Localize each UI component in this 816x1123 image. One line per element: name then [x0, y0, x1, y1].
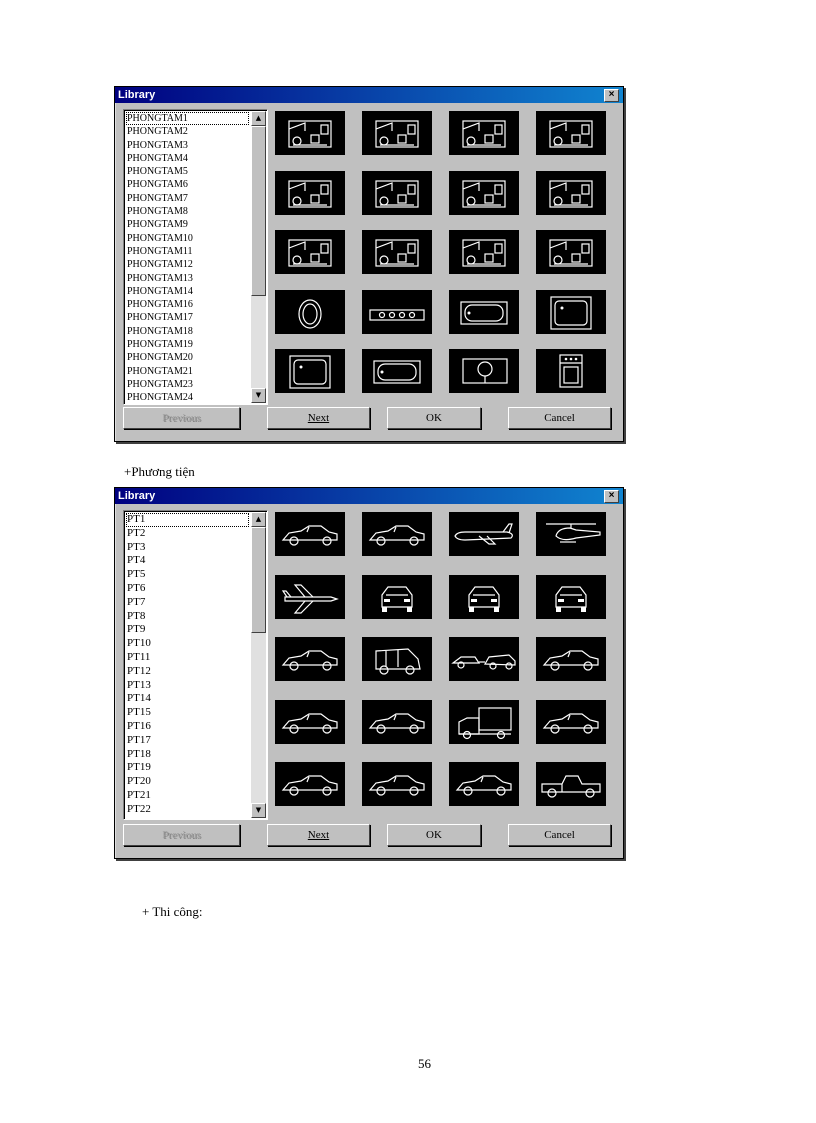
preview-tile[interactable]: [536, 700, 606, 744]
list-item[interactable]: PHONGTAM17: [127, 312, 193, 324]
preview-tile[interactable]: [275, 700, 345, 744]
list-item[interactable]: PHONGTAM3: [127, 139, 188, 151]
next-button-label: Next: [307, 829, 330, 841]
bathroom-layout-icon: [536, 171, 606, 215]
list-item[interactable]: PT5: [127, 568, 146, 581]
round-sink-counter-icon: [449, 349, 519, 393]
preview-tile[interactable]: [536, 762, 606, 806]
preview-tile[interactable]: [536, 171, 606, 215]
list-item[interactable]: PT19: [127, 761, 151, 774]
preview-tile[interactable]: [275, 349, 345, 393]
preview-tile[interactable]: [275, 111, 345, 155]
preview-tile[interactable]: [362, 575, 432, 619]
car-side-icon: [362, 762, 432, 806]
preview-tile[interactable]: [275, 762, 345, 806]
preview-tile[interactable]: [362, 111, 432, 155]
list-item[interactable]: PT6: [127, 581, 146, 594]
close-icon[interactable]: ×: [604, 89, 619, 102]
list-item[interactable]: PT22: [127, 802, 151, 815]
preview-tile[interactable]: [362, 512, 432, 556]
list-item[interactable]: PHONGTAM21: [127, 365, 193, 377]
list-item[interactable]: PHONGTAM2: [127, 126, 188, 138]
list-item[interactable]: PHONGTAM14: [127, 285, 193, 297]
list-item[interactable]: PHONGTAM8: [127, 206, 188, 218]
list-item[interactable]: PT7: [127, 595, 146, 608]
preview-tile[interactable]: [275, 290, 345, 334]
ok-button[interactable]: OK: [387, 407, 481, 429]
bathroom-layout-icon: [536, 111, 606, 155]
list-item[interactable]: PT13: [127, 678, 151, 691]
helicopter-icon: [536, 512, 606, 556]
car-side-icon: [362, 700, 432, 744]
list-item[interactable]: PHONGTAM24: [127, 392, 193, 404]
toilet-icon: [275, 290, 345, 334]
car-side-icon: [362, 512, 432, 556]
bathroom-layout-icon: [362, 230, 432, 274]
list-item[interactable]: PT16: [127, 719, 151, 732]
ok-button[interactable]: OK: [387, 824, 481, 846]
list-item[interactable]: PT9: [127, 623, 146, 636]
car-side-icon: [275, 637, 345, 681]
car-side-icon: [536, 700, 606, 744]
list-item[interactable]: PT18: [127, 747, 151, 760]
preview-tile[interactable]: [449, 171, 519, 215]
car-side-icon: [275, 512, 345, 556]
bathroom-layout-icon: [449, 230, 519, 274]
airplane-top-icon: [275, 575, 345, 619]
bathroom-layout-icon: [275, 230, 345, 274]
shower-tray-icon: [275, 349, 345, 393]
list-item[interactable]: PHONGTAM6: [127, 179, 188, 191]
list-item[interactable]: PHONGTAM12: [127, 259, 193, 271]
scroll-down-arrow-icon[interactable]: ▼: [251, 388, 266, 403]
vertical-scrollbar[interactable]: [251, 512, 266, 818]
airplane-icon: [449, 512, 519, 556]
list-item[interactable]: PT21: [127, 788, 151, 801]
cancel-button[interactable]: Cancel: [508, 824, 611, 846]
close-icon[interactable]: ×: [604, 490, 619, 503]
previous-button[interactable]: Previous: [123, 824, 240, 846]
scroll-thumb[interactable]: [251, 527, 266, 633]
bathroom-layout-icon: [449, 111, 519, 155]
list-item[interactable]: PHONGTAM13: [127, 272, 193, 284]
preview-tile[interactable]: [536, 290, 606, 334]
list-item[interactable]: PHONGTAM23: [127, 378, 193, 390]
bathroom-layout-icon: [275, 171, 345, 215]
page-number: 56: [418, 1056, 431, 1071]
car-front-icon: [362, 575, 432, 619]
library-dialog-vehicles: [114, 487, 624, 859]
list-item[interactable]: PT10: [127, 637, 151, 650]
preview-tile[interactable]: [449, 512, 519, 556]
car-side-icon: [275, 762, 345, 806]
car-side-icon: [536, 637, 606, 681]
car-side-icon: [449, 762, 519, 806]
preview-tile[interactable]: [275, 637, 345, 681]
list-item[interactable]: PT2: [127, 526, 146, 539]
preview-tile[interactable]: [362, 762, 432, 806]
preview-tile[interactable]: [449, 349, 519, 393]
preview-tile[interactable]: [449, 575, 519, 619]
preview-tile[interactable]: [449, 290, 519, 334]
preview-tile[interactable]: [275, 171, 345, 215]
list-item[interactable]: PT17: [127, 733, 151, 746]
vertical-scrollbar[interactable]: [251, 111, 266, 403]
list-item[interactable]: PHONGTAM10: [127, 232, 193, 244]
list-item[interactable]: PT12: [127, 664, 151, 677]
preview-tile[interactable]: [449, 111, 519, 155]
previous-button[interactable]: Previous: [123, 407, 240, 429]
next-button[interactable]: [267, 824, 370, 846]
bathroom-layout-icon: [275, 111, 345, 155]
car-front-icon: [449, 575, 519, 619]
stove-icon: [536, 349, 606, 393]
preview-tile[interactable]: [275, 230, 345, 274]
van-icon: [362, 637, 432, 681]
bathroom-layout-icon: [362, 171, 432, 215]
bathroom-layout-icon: [449, 171, 519, 215]
scroll-up-arrow-icon[interactable]: ▲: [251, 111, 266, 126]
preview-tile[interactable]: [536, 575, 606, 619]
preview-tile[interactable]: [536, 512, 606, 556]
preview-tile[interactable]: [449, 700, 519, 744]
shower-tray-icon: [536, 290, 606, 334]
title-bar[interactable]: [115, 87, 623, 103]
preview-tile[interactable]: [449, 762, 519, 806]
preview-tile[interactable]: [362, 230, 432, 274]
list-item[interactable]: PHONGTAM7: [127, 192, 188, 204]
block-list[interactable]: [123, 109, 268, 405]
list-item[interactable]: PHONGTAM5: [127, 166, 188, 178]
list-item[interactable]: PHONGTAM9: [127, 219, 188, 231]
list-item[interactable]: PT11: [127, 650, 151, 663]
scroll-down-arrow-icon[interactable]: ▼: [251, 803, 266, 818]
preview-tile[interactable]: [449, 230, 519, 274]
list-item[interactable]: PHONGTAM20: [127, 352, 193, 364]
car-trailer-icon: [449, 637, 519, 681]
preview-tile[interactable]: [536, 349, 606, 393]
preview-tile[interactable]: [536, 637, 606, 681]
list-item[interactable]: PT15: [127, 706, 151, 719]
preview-tile[interactable]: [536, 230, 606, 274]
block-list[interactable]: [123, 510, 268, 820]
preview-tile[interactable]: [362, 349, 432, 393]
preview-tile[interactable]: [449, 637, 519, 681]
dialog-title: Library: [118, 490, 156, 502]
next-button[interactable]: [267, 407, 370, 429]
car-side-icon: [275, 700, 345, 744]
bathtub-icon: [449, 290, 519, 334]
list-item[interactable]: PHONGTAM19: [127, 339, 193, 351]
list-item[interactable]: PHONGTAM4: [127, 152, 188, 164]
preview-tile[interactable]: [536, 111, 606, 155]
list-item[interactable]: PT14: [127, 692, 151, 705]
section-caption: + Thi công:: [142, 904, 203, 919]
truck-icon: [449, 700, 519, 744]
list-item[interactable]: PT20: [127, 775, 151, 788]
preview-tile[interactable]: [275, 575, 345, 619]
list-item[interactable]: PT1: [126, 513, 249, 527]
car-front-icon: [536, 575, 606, 619]
preview-tile[interactable]: [362, 171, 432, 215]
preview-tile[interactable]: [362, 637, 432, 681]
list-item[interactable]: PHONGTAM16: [127, 299, 193, 311]
dialog-title: Library: [118, 89, 156, 101]
cancel-button[interactable]: Cancel: [508, 407, 611, 429]
preview-tile[interactable]: [275, 512, 345, 556]
preview-tile[interactable]: [362, 290, 432, 334]
scroll-thumb[interactable]: [251, 126, 266, 296]
list-item[interactable]: PHONGTAM18: [127, 325, 193, 337]
bathroom-layout-icon: [536, 230, 606, 274]
list-item[interactable]: PT3: [127, 540, 146, 553]
section-caption: +Phương tiện: [124, 464, 195, 479]
pickup-truck-icon: [536, 762, 606, 806]
preview-tile[interactable]: [362, 700, 432, 744]
list-item[interactable]: PHONGTAM11: [127, 245, 193, 257]
next-button-label: Next: [307, 412, 330, 424]
scroll-up-arrow-icon[interactable]: ▲: [251, 512, 266, 527]
list-item[interactable]: PT4: [127, 554, 146, 567]
sink-row-icon: [362, 290, 432, 334]
library-dialog-bathroom: [114, 86, 624, 442]
list-item[interactable]: PT8: [127, 609, 146, 622]
bathroom-layout-icon: [362, 111, 432, 155]
list-item[interactable]: PHONGTAM1: [126, 112, 249, 125]
title-bar[interactable]: [115, 488, 623, 504]
bathtub-icon: [362, 349, 432, 393]
